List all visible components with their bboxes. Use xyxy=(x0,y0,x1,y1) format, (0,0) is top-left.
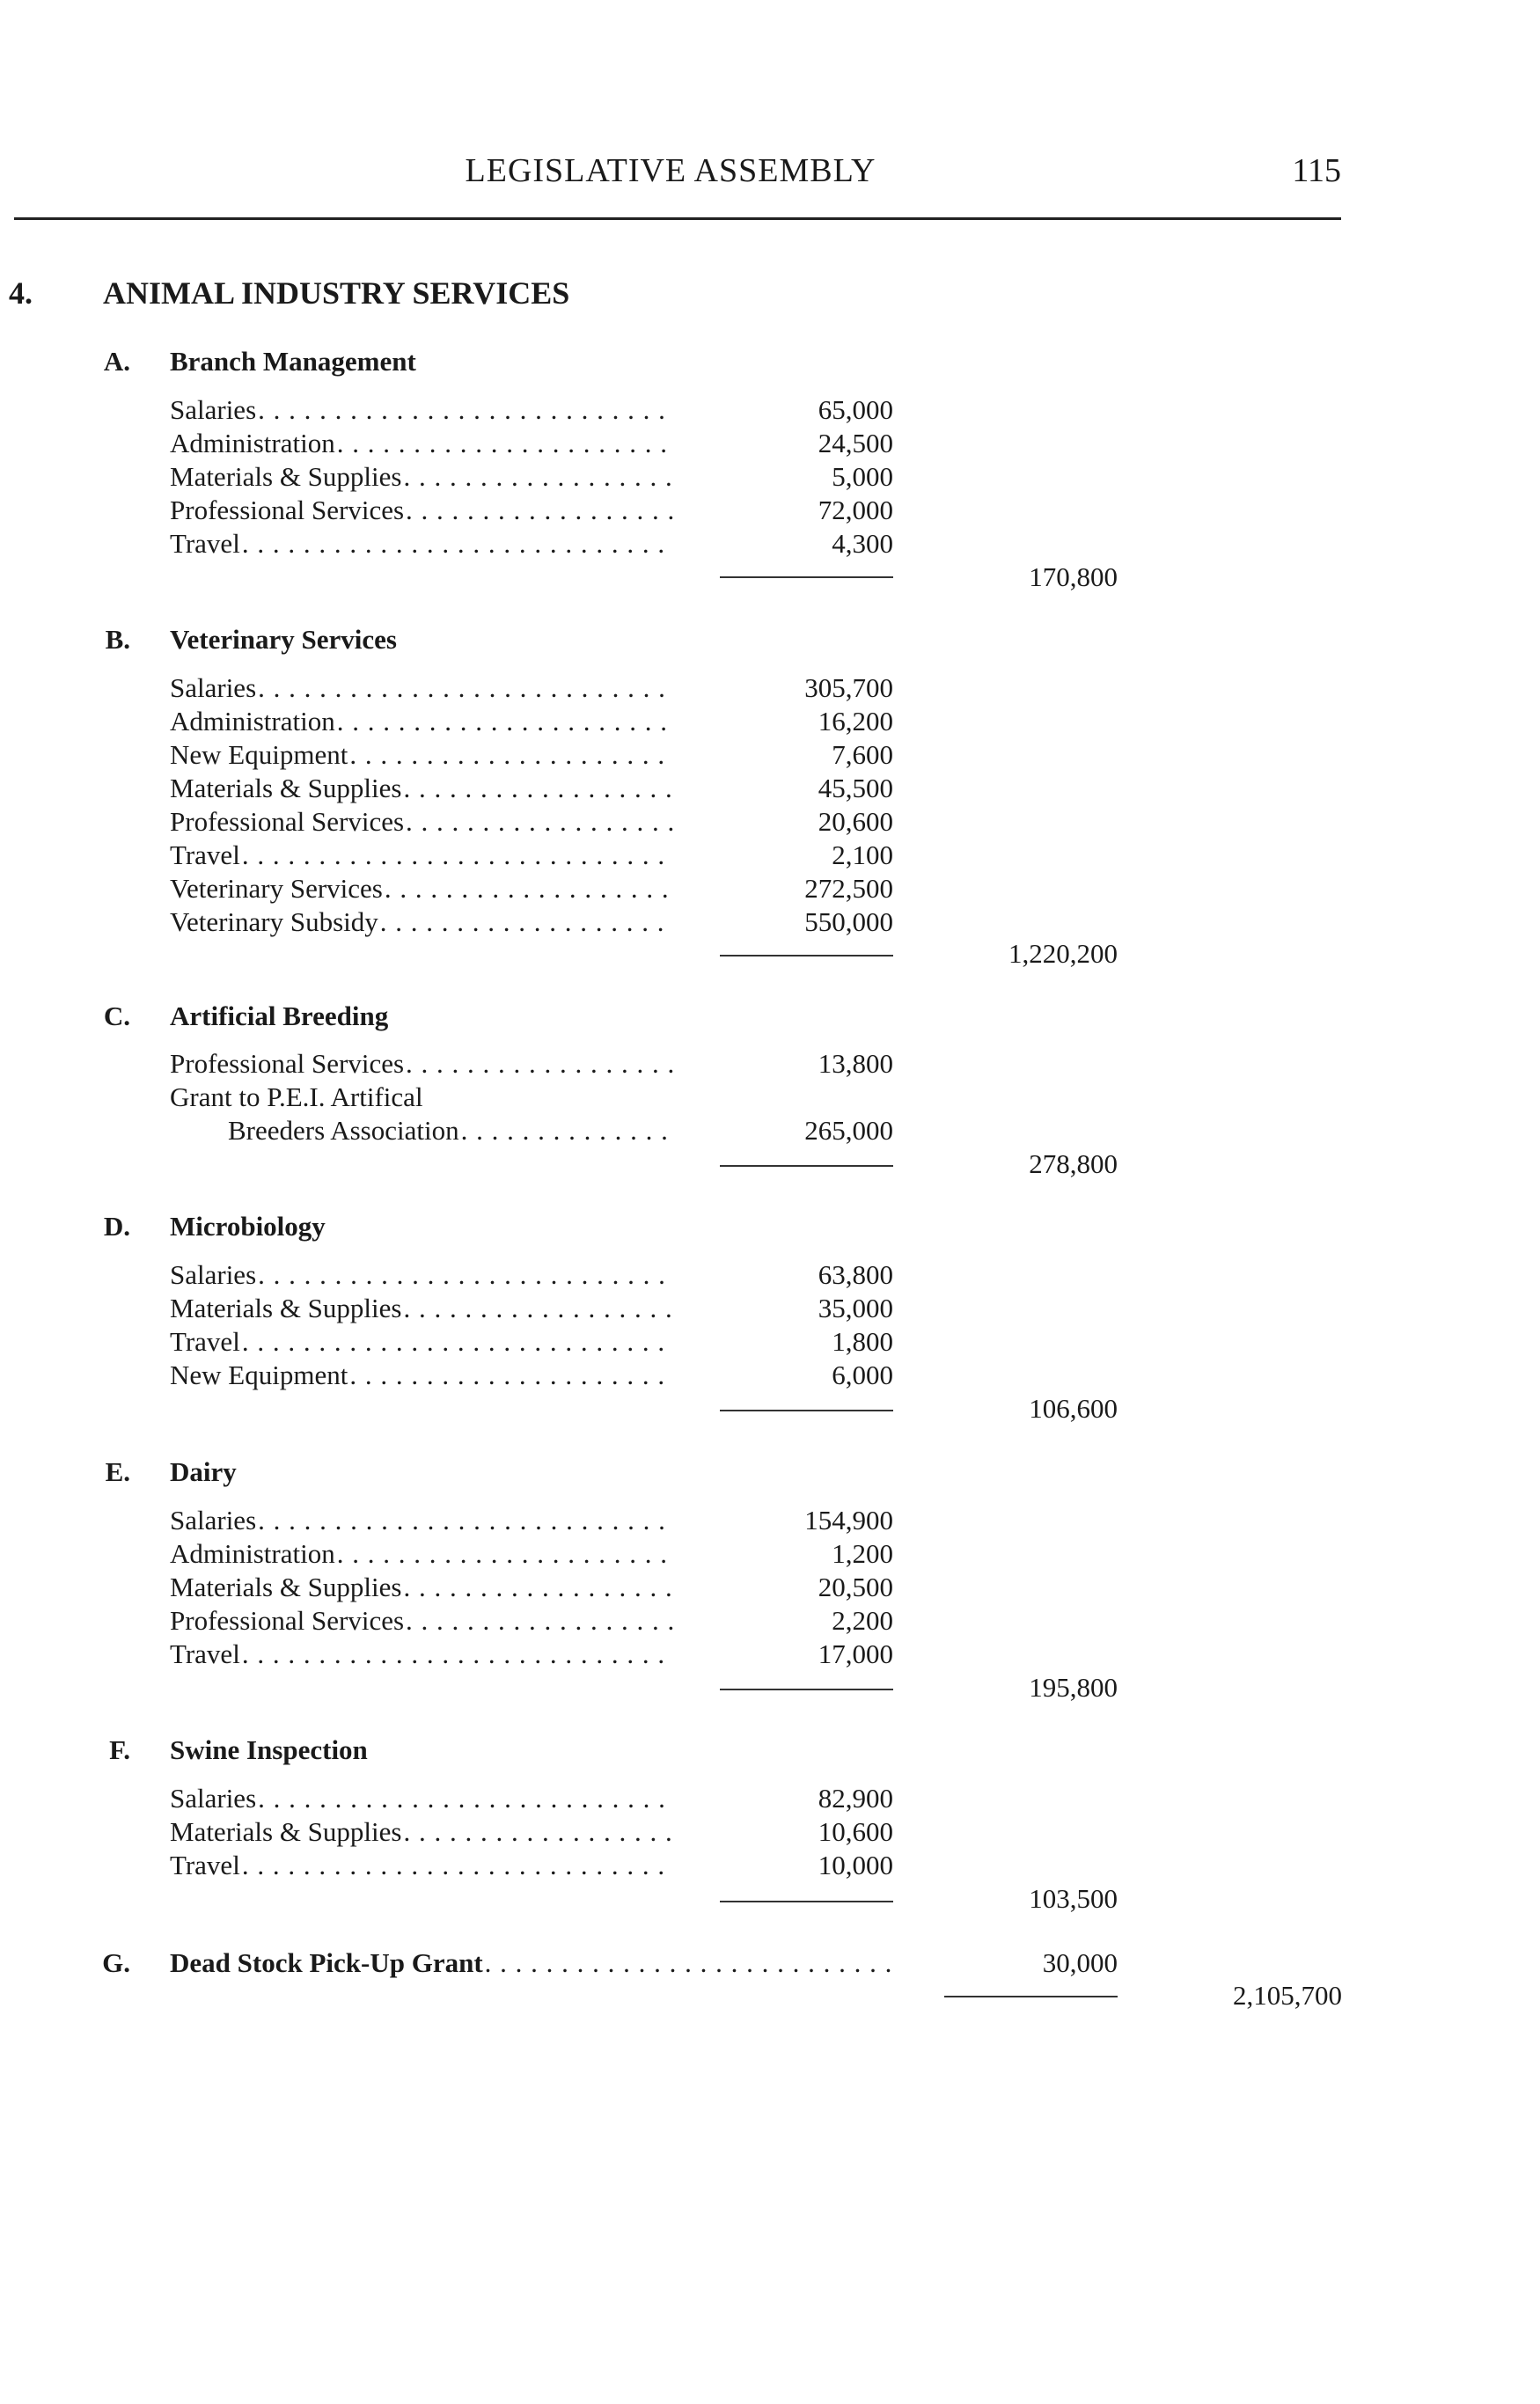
line-item-value: 265,000 xyxy=(804,1115,893,1146)
subsection-letter: G. xyxy=(102,1947,130,1978)
line-item-value: 20,500 xyxy=(818,1572,893,1602)
line-item-label: Materials & Supplies . . . xyxy=(170,1293,673,1324)
subsection-title: Branch Management xyxy=(170,346,416,377)
line-item-label: Travel . . . xyxy=(170,1850,673,1881)
page-number: 115 xyxy=(1292,152,1341,189)
line-item-label: Travel . . . xyxy=(170,1326,673,1358)
line-item-value: 1,800 xyxy=(832,1326,893,1357)
line-item-value: 20,600 xyxy=(818,806,893,837)
grand-total-rule xyxy=(944,1996,1118,1997)
line-item-value: 272,500 xyxy=(804,873,893,904)
line-item-value: 72,000 xyxy=(818,495,893,525)
subsection-total: 103,500 xyxy=(1029,1883,1118,1914)
subsection-letter: E. xyxy=(105,1456,130,1487)
line-item-label: Administration . . . xyxy=(170,428,673,459)
subsection-total: 106,600 xyxy=(1029,1393,1118,1424)
line-item-value: 13,800 xyxy=(818,1048,893,1079)
page-header-title: LEGISLATIVE ASSEMBLY xyxy=(465,152,876,189)
line-item-value: 154,900 xyxy=(804,1505,893,1535)
line-item-value: 5,000 xyxy=(832,461,893,492)
subsection-title: Dead Stock Pick-Up Grant . . . xyxy=(170,1947,893,1979)
line-item-label: Travel . . . xyxy=(170,528,673,560)
section-title: ANIMAL INDUSTRY SERVICES xyxy=(103,275,570,311)
line-item-value: 305,700 xyxy=(804,672,893,703)
line-item-value: 6,000 xyxy=(832,1360,893,1390)
subtotal-rule xyxy=(720,576,893,578)
line-item-label: New Equipment . . . xyxy=(170,739,673,771)
line-item-value: 65,000 xyxy=(818,394,893,425)
line-item-value: 550,000 xyxy=(804,906,893,937)
line-item-label: Professional Services . . . xyxy=(170,1605,673,1637)
grand-total: 2,105,700 xyxy=(1233,1980,1342,2011)
line-item-label: Professional Services . . . xyxy=(170,1048,673,1080)
line-item-label: Grant to P.E.I. Artifical xyxy=(170,1081,423,1112)
line-item-value: 17,000 xyxy=(818,1638,893,1669)
line-item-value: 4,300 xyxy=(832,528,893,559)
subtotal-rule xyxy=(720,1410,893,1411)
line-item-label: Materials & Supplies . . . xyxy=(170,1816,673,1848)
subsection-title: Dairy xyxy=(170,1456,237,1487)
line-item-value: 2,200 xyxy=(832,1605,893,1636)
subtotal-rule xyxy=(720,1901,893,1902)
subtotal-rule xyxy=(720,955,893,956)
line-item-value: 2,100 xyxy=(832,839,893,870)
subtotal-rule xyxy=(720,1689,893,1690)
subsection-letter: B. xyxy=(105,624,130,655)
subsection-total: 1,220,200 xyxy=(1008,938,1118,969)
subsection-total: 30,000 xyxy=(1042,1947,1118,1978)
line-item-label: Salaries . . . xyxy=(170,1259,673,1291)
subsection-letter: C. xyxy=(103,1000,130,1031)
line-item-label: Veterinary Subsidy . . . xyxy=(170,906,673,938)
subsection-title: Microbiology xyxy=(170,1211,326,1242)
line-item-label: Salaries . . . xyxy=(170,672,673,704)
line-item-value: 45,500 xyxy=(818,773,893,803)
line-item-value: 63,800 xyxy=(818,1259,893,1290)
line-item-label: Administration . . . xyxy=(170,706,673,737)
line-item-value: 10,600 xyxy=(818,1816,893,1847)
line-item-label: Administration . . . xyxy=(170,1538,673,1570)
line-item-label: Veterinary Services . . . xyxy=(170,873,673,905)
line-item-label: Travel . . . xyxy=(170,839,673,871)
line-item-label: Materials & Supplies . . . xyxy=(170,773,673,804)
subsection-total: 195,800 xyxy=(1029,1672,1118,1703)
line-item-label: Salaries . . . xyxy=(170,394,673,426)
line-item-value: 16,200 xyxy=(818,706,893,737)
line-item-label: Materials & Supplies . . . xyxy=(170,461,673,493)
line-item-label: Materials & Supplies . . . xyxy=(170,1572,673,1603)
line-item-value: 7,600 xyxy=(832,739,893,770)
line-item-label: Salaries . . . xyxy=(170,1505,673,1536)
line-item-value: 35,000 xyxy=(818,1293,893,1323)
subsection-letter: D. xyxy=(103,1211,130,1242)
subsection-title: Veterinary Services xyxy=(170,624,397,655)
subtotal-rule xyxy=(720,1165,893,1167)
line-item-label: Salaries . . . xyxy=(170,1783,673,1814)
subsection-total: 170,800 xyxy=(1029,561,1118,592)
subsection-total: 278,800 xyxy=(1029,1148,1118,1179)
subsection-letter: A. xyxy=(103,346,130,377)
line-item-value: 24,500 xyxy=(818,428,893,458)
line-item-label: Travel . . . xyxy=(170,1638,673,1670)
line-item-value: 1,200 xyxy=(832,1538,893,1569)
line-item-value: 82,900 xyxy=(818,1783,893,1814)
line-item-label: Professional Services . . . xyxy=(170,495,673,526)
line-item-value: 10,000 xyxy=(818,1850,893,1880)
line-item-label: New Equipment . . . xyxy=(170,1360,673,1391)
subsection-title: Artificial Breeding xyxy=(170,1000,389,1031)
header-rule xyxy=(14,217,1341,220)
subsection-title: Swine Inspection xyxy=(170,1734,368,1765)
section-number: 4. xyxy=(9,275,33,311)
subsection-letter: F. xyxy=(109,1734,130,1765)
line-item-label: Professional Services . . . xyxy=(170,806,673,838)
line-item-label: Breeders Association . . . xyxy=(170,1115,673,1147)
